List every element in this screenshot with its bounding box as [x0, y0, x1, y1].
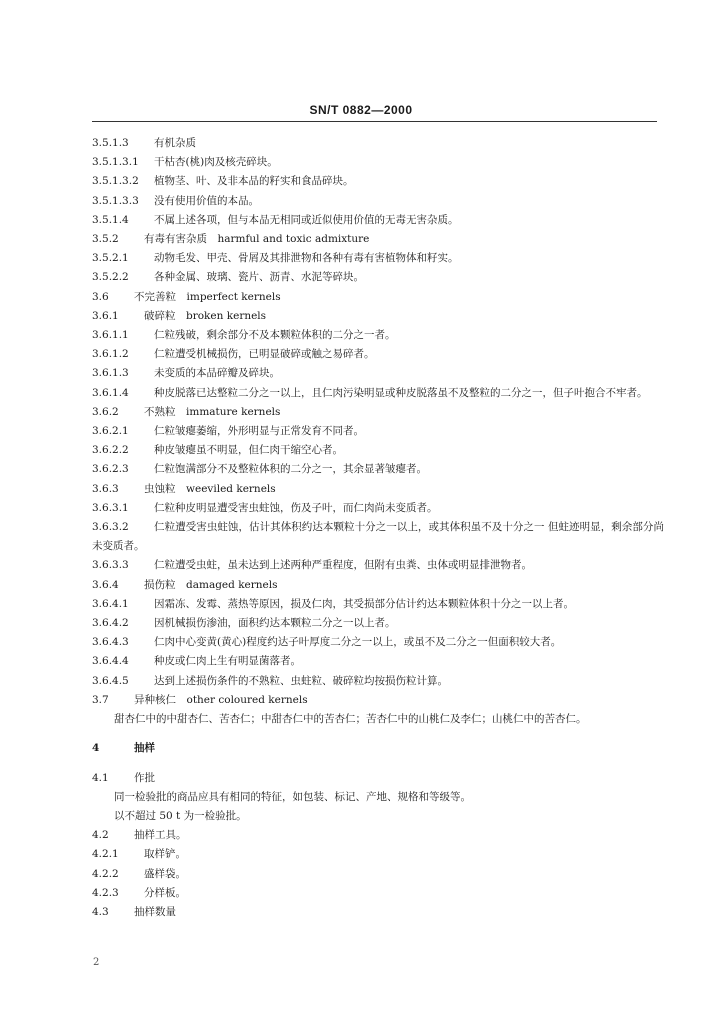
clause-text: 仁粒遭受害虫蛀蚀，估计其体积约达本颗粒十分之一以上，或其体积虽不及十分之一 但蛀迹明显，剩余部分尚未变质者。 [92, 521, 664, 553]
clause-text: 不属上述各项，但与本品无相同或近似使用价值的无毒无害杂质。 [154, 213, 459, 226]
clause-text: 各种金属、玻璃、瓷片、沥青、水泥等碎块。 [154, 271, 364, 284]
clause-text: 不完善粒 imperfect kernels [134, 290, 281, 303]
clause-text: 损伤粒 damaged kernels [144, 578, 278, 591]
clause-number: 3.5.1.4 [92, 213, 129, 226]
clause-line [92, 518, 664, 556]
clause-number: 3.6 [92, 290, 109, 303]
clause-number: 3.6.1 [92, 309, 119, 322]
clause-text: 有机杂质 [154, 137, 196, 149]
header-rule [92, 121, 657, 122]
clause-text: 仁粒种皮明显遭受害虫蛀蚀，伤及子叶，而仁肉尚未变质者。 [154, 501, 438, 514]
clause-4-3 [92, 903, 664, 922]
clause-line [92, 364, 664, 383]
clause-text: 种皮或仁肉上生有明显菌落者。 [154, 655, 301, 668]
clause-line [92, 326, 664, 345]
clause-text: 仁粒遭受虫蛀，虽未达到上述两种严重程度，但附有虫粪、虫体或明显排泄物者。 [154, 559, 532, 572]
clause-4-2-3 [92, 884, 664, 903]
clause-number: 3.6.3.2 [92, 521, 129, 534]
clause-text: 动物毛发、甲壳、骨屑及其排泄物和各种有毒有害植物体和籽实。 [154, 252, 459, 265]
clause-line [92, 403, 664, 422]
section-4-heading [92, 739, 664, 758]
clause-line [92, 288, 664, 307]
clause-text: 种皮皱瘪虽不明显，但仁肉干缩空心者。 [154, 444, 343, 457]
clause-number: 3.6.1.4 [92, 386, 129, 399]
clause-number: 3.5.2 [92, 233, 119, 246]
clause-text: 未变质的本品碎瓣及碎块。 [154, 367, 280, 380]
clause-number: 3.6.1.2 [92, 348, 129, 361]
clause-line [92, 153, 664, 172]
section-title: 抽样 [134, 742, 155, 755]
clause-line [92, 691, 664, 710]
clause-text: 因霜冻、发霉、蒸热等原因，损及仁肉，其受损部分估计约达本颗粒体积十分之一以上者。 [154, 597, 574, 610]
clause-text: 破碎粒 broken kernels [144, 309, 267, 322]
clause-number: 3.6.3.1 [92, 501, 129, 514]
clause-4-1 [92, 769, 664, 788]
clause-number: 3.6.1.3 [92, 367, 129, 380]
clause-text: 植物茎、叶、及非本品的籽实和食品碎块。 [154, 175, 354, 188]
clause-number: 3.6.4.4 [92, 655, 129, 668]
paragraph-4-1-b: 以不超过 50 t 为一检验批。 [114, 809, 247, 822]
clause-number: 3.5.1.3.3 [92, 194, 139, 207]
clause-number: 3.6.3.3 [92, 559, 129, 572]
clause-line [92, 192, 664, 211]
clause-line [92, 595, 664, 614]
clause-line [92, 211, 664, 230]
clause-number: 4.1 [92, 771, 109, 784]
clause-number: 3.6.4.1 [92, 597, 129, 610]
clause-line [92, 556, 664, 575]
clause-line [92, 172, 664, 191]
document-body [92, 134, 664, 922]
clause-text: 没有使用价值的本品。 [154, 194, 259, 207]
clause-number: 3.6.2.2 [92, 444, 129, 457]
clause-line [92, 614, 664, 633]
clause-number: 3.5.1.3.2 [92, 175, 139, 188]
standard-code: SN/T 0882—2000 [309, 103, 413, 117]
clause-text: 有毒有害杂质 harmful and toxic admixture [144, 233, 370, 246]
clause-line [92, 307, 664, 326]
section-number: 4 [92, 742, 100, 755]
clause-line [92, 441, 664, 460]
clause-number: 3.6.4.3 [92, 636, 129, 649]
clause-number: 3.6.4.2 [92, 617, 129, 630]
clause-text: 盛样袋。 [144, 867, 186, 880]
clause-number: 3.5.2.2 [92, 271, 129, 284]
clause-4-2 [92, 826, 664, 845]
clause-line [92, 384, 664, 403]
clause-line [92, 460, 664, 479]
clause-text: 不熟粒 immature kernels [144, 405, 281, 418]
clause-text: 抽样数量 [134, 905, 176, 918]
clause-number: 3.5.2.1 [92, 252, 129, 265]
clause-line [92, 134, 664, 153]
clause-number: 4.3 [92, 905, 109, 918]
clause-text: 因机械损伤渗油，面积约达本颗粒二分之一以上者。 [154, 617, 396, 630]
page-number: 2 [93, 957, 100, 968]
clause-line [92, 422, 664, 441]
clause-number: 3.6.3 [92, 482, 119, 495]
clause-line [92, 499, 664, 518]
clause-4-2-2 [92, 865, 664, 884]
clause-list [92, 134, 664, 710]
section-gap [92, 759, 664, 769]
clause-number: 3.6.2.1 [92, 425, 129, 438]
clause-number: 4.2.3 [92, 886, 119, 899]
clause-line [92, 633, 664, 652]
clause-line [92, 345, 664, 364]
clause-text: 种皮脱落已达整粒二分之一以上，且仁肉污染明显或种皮脱落虽不及整粒的二分之一，但子叶抱合不牢者。 [154, 386, 648, 399]
clause-number: 3.6.2 [92, 405, 119, 418]
clause-line [92, 230, 664, 249]
clause-text: 达到上述损伤条件的不熟粒、虫蛀粒、破碎粒均按损伤粒计算。 [154, 674, 448, 687]
clause-text: 仁粒遭受机械损伤，已明显破碎或触之易碎者。 [154, 348, 375, 361]
clause-number: 3.7 [92, 693, 109, 706]
section-gap [92, 729, 664, 739]
clause-number: 3.6.2.3 [92, 463, 129, 476]
clause-text: 仁粒饱满部分不及整粒体积的二分之一，其余显著皱瘪者。 [154, 463, 427, 476]
clause-text: 异种核仁 other coloured kernels [134, 693, 308, 706]
paragraph-3-7: 甜杏仁中的中甜杏仁、苦杏仁；中甜杏仁中的苦杏仁；苦杏仁中的山桃仁及李仁；山桃仁中的苦杏仁。 [114, 713, 587, 726]
paragraph-4-1-a: 同一检验批的商品应具有相同的特征，如包装、标记、产地、规格和等级等。 [114, 790, 471, 803]
clause-text: 取样铲。 [144, 848, 186, 861]
clause-text: 仁肉中心变黄(黄心)程度约达子叶厚度二分之一以上，或虽不及二分之一但面积较大者。 [154, 636, 562, 649]
clause-number: 4.2 [92, 829, 109, 842]
clause-number: 3.6.1.1 [92, 329, 129, 342]
clause-text: 作批 [134, 771, 155, 784]
clause-text: 仁粒残破，剩余部分不及本颗粒体积的二分之一者。 [154, 329, 396, 342]
clause-4-2-1 [92, 845, 664, 864]
clause-number: 3.5.1.3.1 [92, 156, 139, 169]
clause-text: 虫蚀粒 weeviled kernels [144, 482, 276, 495]
clause-line [92, 652, 664, 671]
clause-number: 3.6.4.5 [92, 674, 129, 687]
clause-text: 分样板。 [144, 886, 186, 899]
clause-line [92, 672, 664, 691]
clause-number: 4.2.1 [92, 848, 119, 861]
clause-text: 干枯杏(桃)肉及核壳碎块。 [154, 156, 278, 169]
clause-number: 3.6.4 [92, 578, 119, 591]
clause-line [92, 268, 664, 287]
clause-text: 抽样工具。 [134, 829, 187, 842]
clause-number: 4.2.2 [92, 867, 119, 880]
clause-line [92, 249, 664, 268]
clause-line [92, 576, 664, 595]
clause-text: 仁粒皱瘪萎缩，外形明显与正常发育不同者。 [154, 425, 364, 438]
clause-line [92, 480, 664, 499]
clause-number: 3.5.1.3 [92, 137, 129, 149]
